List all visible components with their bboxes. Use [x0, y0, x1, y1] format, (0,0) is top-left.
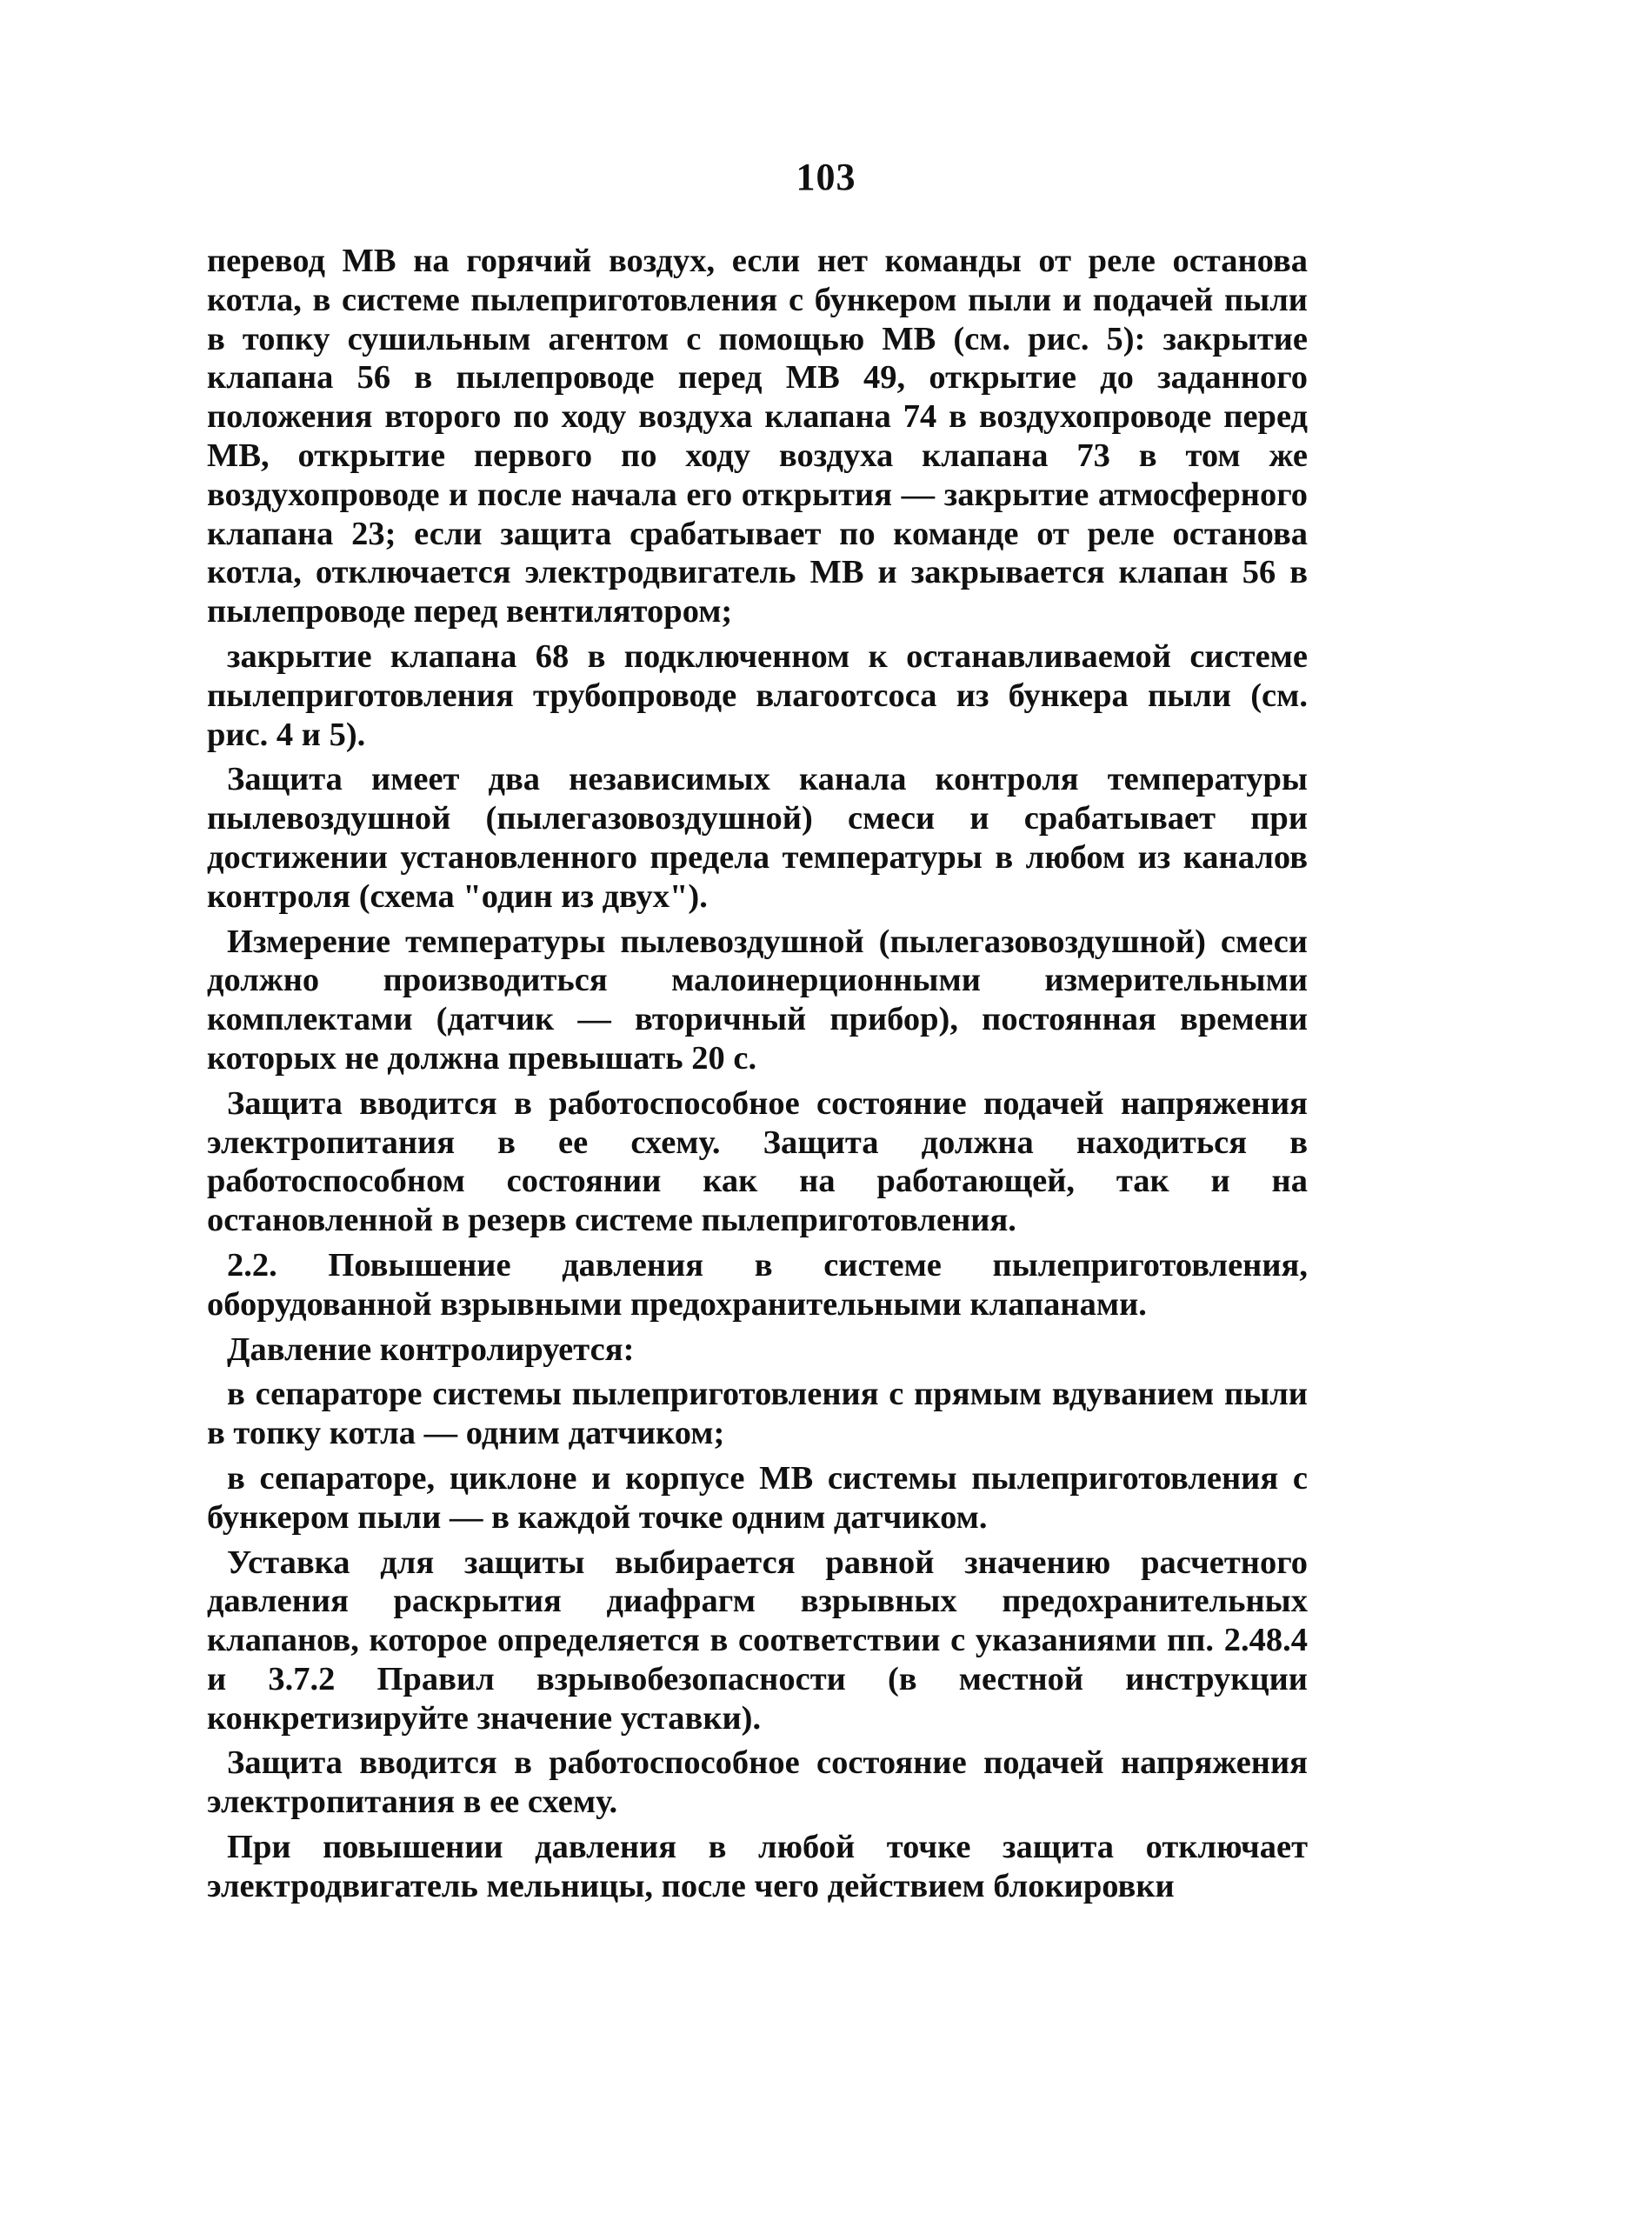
paragraph-valve-68-closing: закрытие клапана 68 в подключенном к останавливаемой системе пылеприготовления трубопроводе влагоотсоса из бункера пыли (см. рис. 4 и 5).	[207, 637, 1308, 753]
page-number: 103	[796, 156, 856, 198]
paragraph-separator-direct-blowing: в сепараторе системы пылеприготовления с прямым вдуванием пыли в топку котла — одним датчиком;	[207, 1376, 1308, 1452]
body-text	[207, 242, 1308, 1906]
paragraph-pressure-increase: При повышении давления в любой точке защита отключает электродвигатель мельницы, после чего действием блокировки	[207, 1829, 1308, 1904]
paragraph-protection-power: Защита вводится в работоспособное состояние подачей напряжения электропитания в ее схему.	[207, 1744, 1308, 1821]
paragraph-mv-hot-air-transfer: перевод МВ на горячий воздух, если нет команды от реле останова котла, в системе пылеприготовления с бункером пыли и подачей пыли в топку сушильным агентом с помощью МВ (см. рис. 5): закрытие клапана 56 в пылепроводе перед МВ 49, открытие до заданного положения второго по ходу воздуха клапана 74 в воздухопроводе перед МВ, открытие первого по ходу воздуха клапана 73 в том же воздухопроводе и после начала его открытия — закрытие атмосферного клапана 23; если защита срабатывает по команде от реле останова котла, отключается электродвигатель МВ и закрывается клапан 56 в пылепроводе перед вентилятором;	[207, 243, 1308, 630]
paragraph-protection-activation: Защита вводится в работоспособное состояние подачей напряжения электропитания в ее схему. Защита должна находиться в работоспособном состоянии как на работающей, так и на остановленной в резерв системе пылеприготовления.	[207, 1084, 1308, 1239]
paragraph-temperature-measurement: Измерение температуры пылевоздушной (пылегазовоздушной) смеси должно производиться малоинерционными измерительными комплектами (датчик — вторичный прибор), постоянная времени которых не должна превышать 20 с.	[207, 923, 1308, 1077]
paragraph-separator-cyclone-mv: в сепараторе, циклоне и корпусе МВ системы пылеприготовления с бункером пыли — в каждой точке одним датчиком.	[207, 1459, 1308, 1536]
paragraph-pressure-controlled: Давление контролируется:	[227, 1330, 635, 1368]
section-heading-2-2: 2.2. Повышение давления в системе пылеприготовления, оборудованной взрывными предохранительными клапанами.	[207, 1246, 1308, 1323]
paragraph-temperature-channels: Защита имеет два независимых канала контроля температуры пылевоздушной (пылегазовоздушной) смеси и срабатывает при достижении установленного предела температуры в любом из каналов контроля (схема "один из двух").	[207, 761, 1308, 915]
paragraph-setpoint: Уставка для защиты выбирается равной значению расчетного давления раскрытия диафрагм взрывных предохранительных клапанов, которое определяется в соответствии с указаниями пп. 2.48.4 и 3.7.2 Правил взрывобезопасности (в местной инструкции конкретизируйте значение уставки).	[207, 1544, 1308, 1737]
